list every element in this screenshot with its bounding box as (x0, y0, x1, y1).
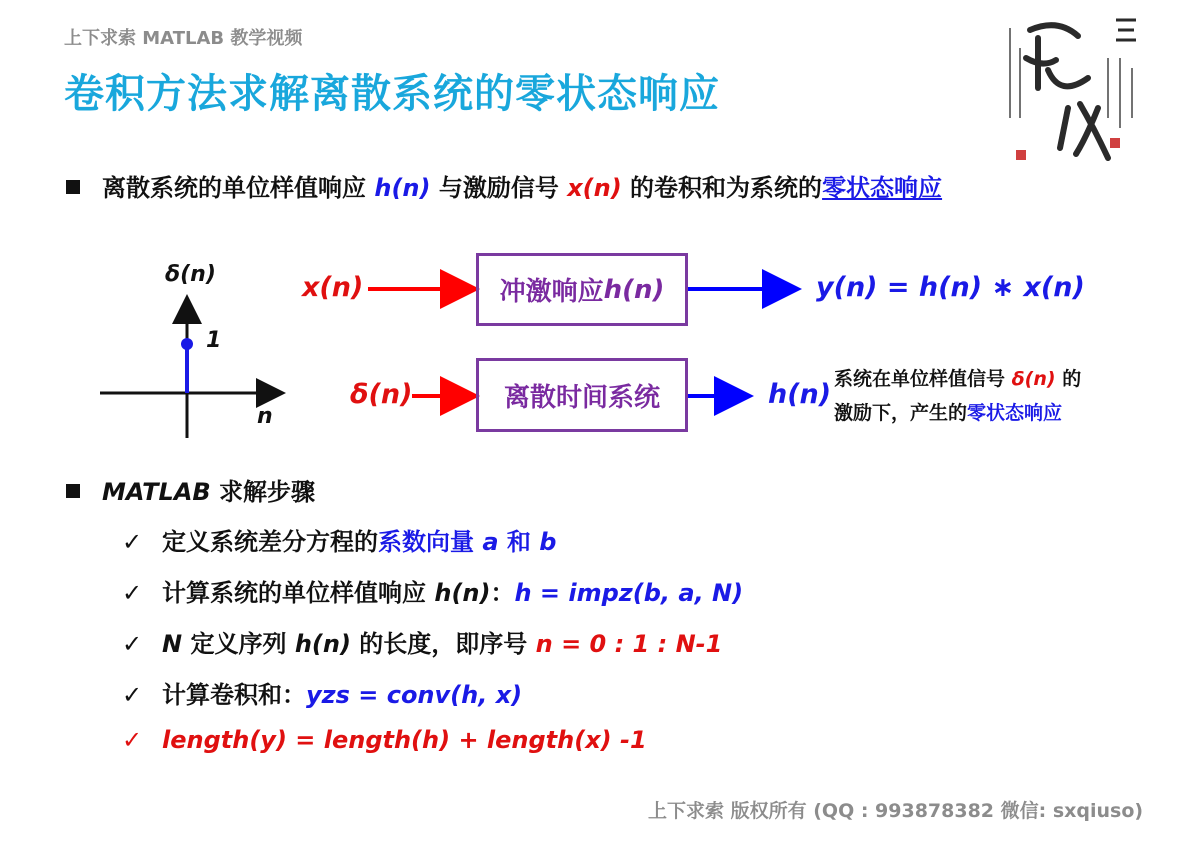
copyright-footer: 上下求索 版权所有 (QQ : 993878382 微信: sxqiuso) (648, 800, 1144, 822)
code-length: length(y) = length(h) + length(x) -1 (162, 726, 647, 754)
text-segment: 离散系统的单位样值响应 (102, 174, 375, 202)
zero-state-response-term: 零状态响应 (967, 402, 1063, 424)
square-bullet-icon (66, 484, 80, 498)
step-item (122, 675, 522, 710)
text-segment: 定义序列 (182, 630, 295, 658)
check-icon: ✓ (122, 681, 143, 709)
page-title: 卷积方法求解离散系统的零状态响应 (64, 71, 720, 117)
symbol-N: N (162, 630, 183, 658)
row1-output-label: y(n) = h(n) ∗ x(n) (816, 272, 1085, 303)
step-item (122, 726, 647, 754)
symbol-hn: h(n) (294, 630, 351, 658)
box-label: 冲激响应 (499, 277, 604, 307)
check-icon: ✓ (122, 726, 143, 754)
matlab-label: MATLAB (102, 478, 211, 506)
text-segment: 计算系统的单位样值响应 (162, 579, 435, 607)
box-label: 离散时间系统 (503, 382, 660, 413)
text-segment: 计算卷积和： (162, 681, 306, 709)
symbol-delta: δ(n) (1011, 368, 1056, 390)
box-symbol: h(n) (603, 274, 665, 305)
check-icon: ✓ (122, 630, 143, 658)
text-segment: 系统在单位样值信号 (834, 368, 1012, 390)
symbol-b: b (539, 528, 557, 556)
graph-xlabel: n (257, 404, 273, 429)
code-impz: h = impz(b, a, N) (514, 579, 744, 607)
zero-state-response-term: 零状态响应 (822, 174, 943, 202)
impulse-response-box (476, 253, 688, 326)
row2-output-label: h(n) (768, 379, 832, 410)
symbol-hn: h(n) (434, 579, 491, 607)
diagram-note (834, 362, 1081, 430)
symbol-xn: x(n) (567, 174, 622, 202)
series-label: 上下求索 MATLAB 教学视频 (64, 28, 303, 49)
text-segment: 和 (498, 528, 540, 556)
text-segment: 求解步骤 (210, 478, 316, 506)
graph-ylabel: δ(n) (165, 262, 216, 287)
code-conv: yzs = conv(h, x) (306, 681, 523, 709)
step-item (122, 573, 743, 608)
symbol-hn: h(n) (374, 174, 431, 202)
text-segment: 激励下，产生的 (834, 402, 968, 424)
text-segment: 系数向量 (378, 528, 483, 556)
discrete-system-box (476, 358, 688, 432)
text-segment: 的 (1055, 368, 1082, 390)
text-segment: 的卷积和为系统的 (621, 174, 823, 202)
text-segment: 与激励信号 (430, 174, 568, 202)
code-range: n = 0 : 1 : N-1 (535, 630, 723, 658)
bullet-matlab-steps (66, 472, 315, 507)
note-line1 (834, 362, 1081, 396)
step-item (122, 624, 722, 659)
graph-value-label: 1 (206, 328, 222, 353)
text-segment: 定义系统差分方程的 (162, 528, 378, 556)
note-line2 (834, 396, 1081, 430)
step-item (122, 522, 556, 557)
text-segment: ： (490, 579, 515, 607)
text-segment: 的长度，即序号 (350, 630, 536, 658)
row1-input-label: x(n) (302, 272, 364, 303)
check-icon: ✓ (122, 579, 143, 607)
symbol-a: a (482, 528, 499, 556)
check-icon: ✓ (122, 528, 143, 556)
row2-input-label: δ(n) (350, 379, 413, 410)
